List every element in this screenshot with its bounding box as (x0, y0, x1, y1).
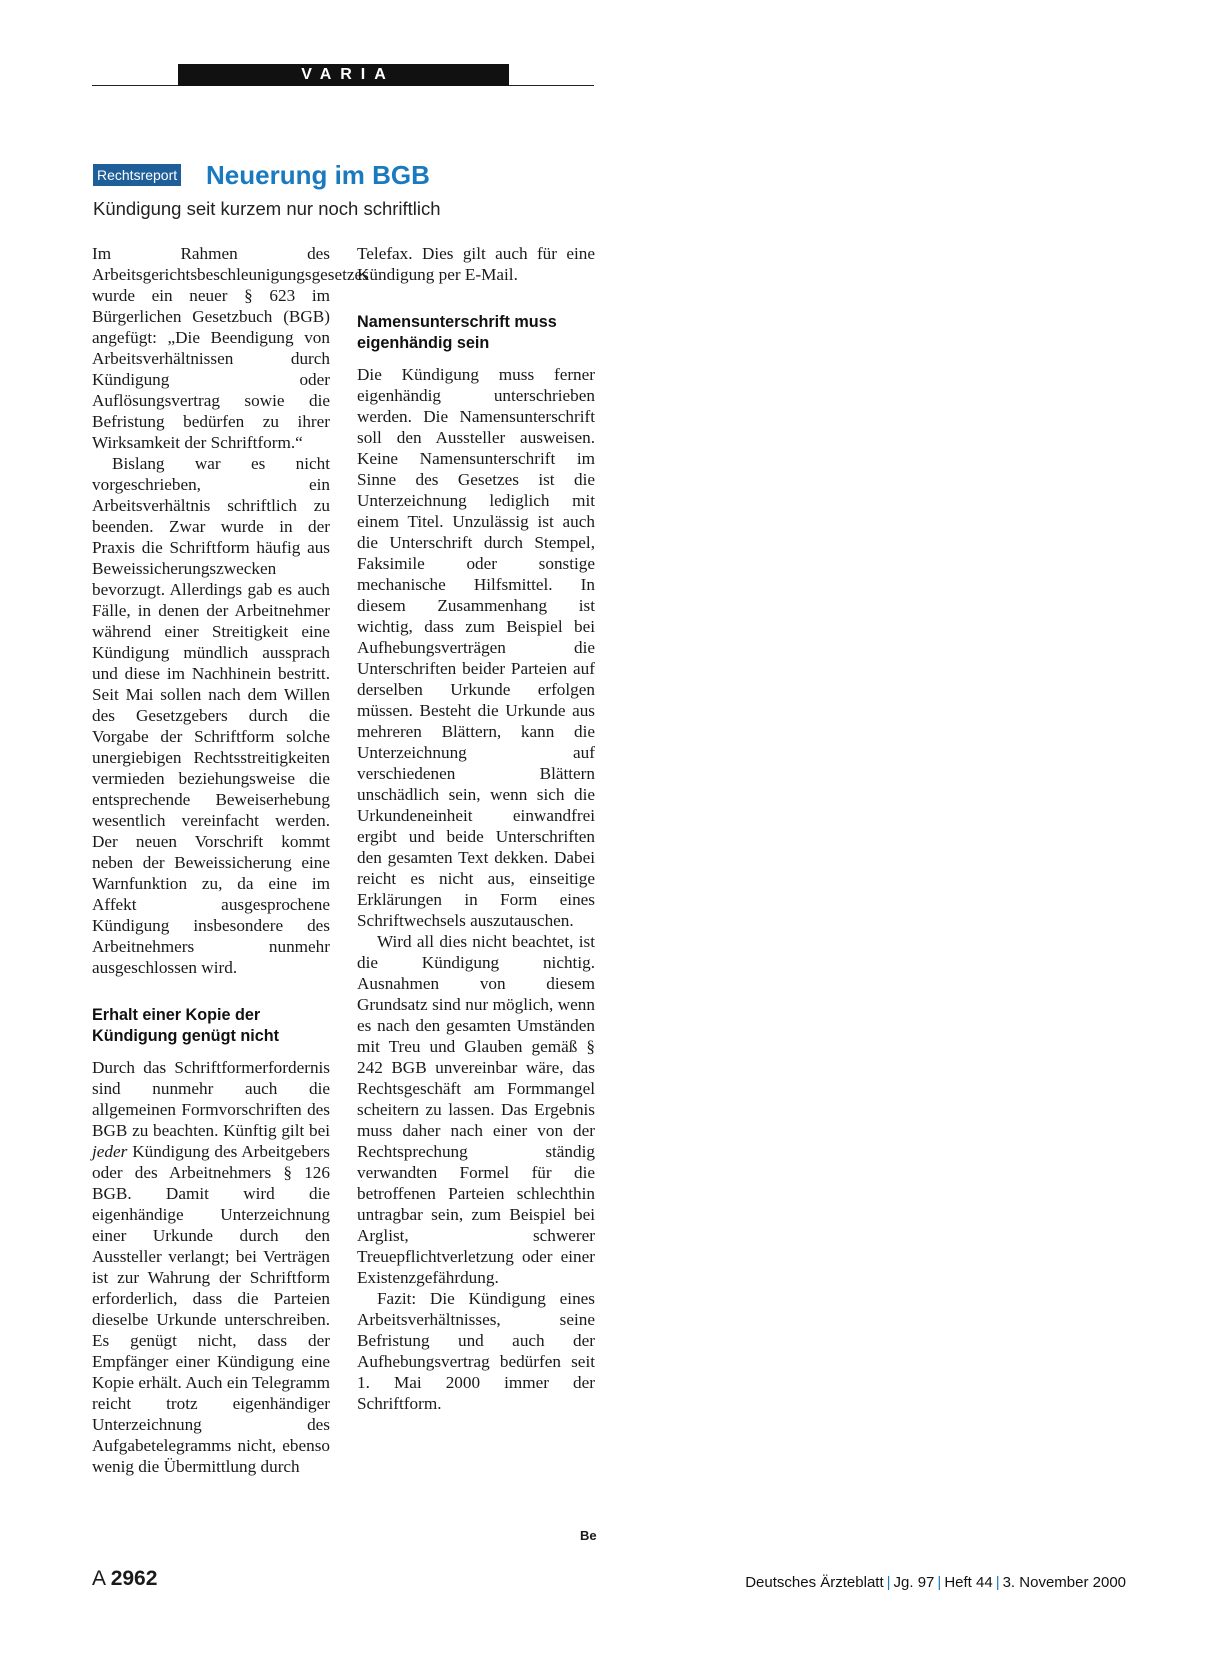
article-title: Neuerung im BGB (206, 160, 430, 190)
section-heading-signature: Namensunterschrift muss eigenhändig sein (357, 313, 557, 352)
article-body (92, 243, 369, 1477)
page-number: A 2962 (92, 1567, 158, 1590)
article-subtitle: Kündigung seit kurzem nur noch schriftlich (93, 198, 441, 219)
paragraph-background: Bislang war es nicht vorgeschrieben, ein Arbeitsverhältnis schriftlich zu beenden. Zwar wurde in der Praxis die Schriftform häufig aus Beweissicherungszwecken bevorzugt. Allerdings gab es auch Fälle, in denen der Arbeitnehmer während einer Streitigkeit eine Kündigung mündlich aussprach und diese im Nachhinein bestritt. Seit Mai sollen nach dem Willen des Gesetzgebers durch die Vorgabe der Schriftform solche unergiebigen Rechtsstreitigkeiten vermieden beziehungsweise die entsprechende Beweiserhebung wesentlich vereinfacht werden. Der neuen Vorschrift kommt neben der Beweissicherung eine Warnfunktion zu, da eine im Affekt ausgesprochene Kündigung insbesondere des Arbeitnehmers nunmehr ausgeschlossen wird. (92, 454, 330, 977)
article-body-continued (357, 243, 595, 1414)
paragraph-conclusion: Fazit: Die Kündigung eines Arbeitsverhältnisses, seine Befristung und auch der Aufhebungsvertrag bedürfen seit 1. Mai 2000 immer der Schriftform. (357, 1289, 595, 1413)
paragraph-signature-rules: Die Kündigung muss ferner eigenhändig unterschrieben werden. Die Namensunterschrift soll den Aussteller ausweisen. Keine Namensunterschrift im Sinne des Gesetzes ist die Unterzeichnung lediglich mit einem Titel. Unzulässig ist auch die Unterschrift durch Stempel, Faksimile oder sonstige mechanische Hilfsmittel. In diesem Zusammenhang ist wichtig, dass zum Beispiel bei Aufhebungsverträgen die Unterschriften beider Parteien auf derselben Urkunde erfolgen müssen. Besteht die Urkunde aus mehreren Blättern, kann die Unterzeichnung auf verschiedenen Blättern unschädlich sein, wenn sich die Urkundeneinheit einwandfrei ergibt und beide Unterschriften den gesamten Text dekken. Dabei reicht es nicht aus, einseitige Erklärungen in Form eines Schriftwechsels auszutauschen. (357, 365, 595, 930)
paragraph-intro: Im Rahmen des Arbeitsgerichtsbeschleunigungsgesetzes wurde ein neuer § 623 im Bürgerlichen Gesetzbuch (BGB) angefügt: „Die Beendigung von Arbeitsverhältnissen durch Kündigung oder Auflösungsvertrag sowie die Befristung bedürfen zu ihrer Wirksamkeit der Schriftform.“ (92, 244, 369, 452)
journal-citation: Deutsches Ärzteblatt | Jg. 97 | Heft 44 | 3. November 2000 (745, 1574, 1126, 1591)
paragraph-nullity: Wird all dies nicht beachtet, ist die Kündigung nichtig. Ausnahmen von diesem Grundsatz sind nur möglich, wenn es nach den gesamten Umständen mit Treu und Glauben gemäß § 242 BGB unvereinbar wäre, das Rechtsgeschäft am Formmangel scheitern zu lassen. Das Ergebnis muss daher nach einer von der Rechtsprechung ständig verwandten Formel für die betroffenen Parteien schlechthin untragbar sein, zum Beispiel bei Arglist, schwerer Treuepflichtverletzung oder einer Existenzgefährdung. (357, 932, 595, 1287)
paragraph-formal-requirements-continued: Telefax. Dies gilt auch für eine Kündigung per E-Mail. (357, 244, 595, 284)
section-heading-copy: Erhalt einer Kopie der Kündigung genügt nicht (92, 1006, 280, 1045)
author-initials: Be (580, 1528, 597, 1543)
paragraph-formal-requirements: Durch das Schriftformerfordernis sind nunmehr auch die allgemeinen Formvorschriften des BGB zu beachten. Künftig gilt bei jeder Kündigung des Arbeitgebers oder des Arbeitnehmers § 126 BGB. Damit wird die eigenhändige Unterzeichnung einer Urkunde durch den Aussteller verlangt; bei Verträgen ist zur Wahrung der Schriftform erforderlich, dass die Parteien dieselbe Urkunde unterschreiben. Es genügt nicht, dass der Empfänger einer Kündigung eine Kopie erhält. Auch ein Telegramm reicht trotz eigenhändiger Unterzeichnung des Aufgabetelegramms nicht, ebenso wenig die Übermittlung durch (92, 1058, 330, 1476)
category-label: Rechtsreport (93, 164, 181, 186)
section-banner: VARIA (178, 64, 509, 86)
